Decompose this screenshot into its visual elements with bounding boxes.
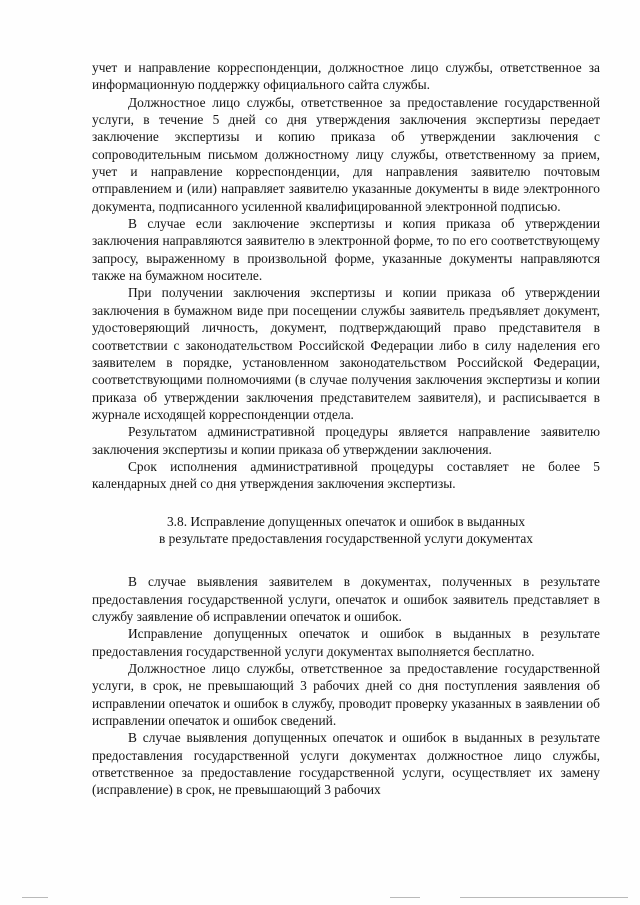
paragraph-procedure-result: Результатом административной процедуры является направление заявителю заключения экспертизы и копии приказа об утверждении заключения.	[92, 424, 600, 457]
section-heading	[92, 513, 600, 548]
paragraph-paper-receipt: При получении заключения экспертизы и копии приказа об утверждении заключения в бумажном виде при посещении службы заявитель предъявляет документ, удостоверяющий личность, документ, подтверждающий право представителя в соответствии с законодательством Российской Федерации либо в силу наделения его заявителем в порядке, установленном законодательством Российской Федерации, соответствующими полномочиями (в случае получения заключения экспертизы и копии приказа об утверждении заключения представителем заявителя), и расписывается в журнале исходящей корреспонденции отдела.	[92, 285, 600, 422]
paragraph-verification: Должностное лицо службы, ответственное за предоставление государственной услуги, в срок, не превышающий 3 рабочих дней со дня поступления заявления об исправлении опечаток и ошибок в службу, проводит проверку указанных в заявлении об исправлении опечаток и ошибок сведений.	[92, 661, 600, 729]
paragraph-procedure-term: Срок исполнения административной процедуры составляет не более 5 календарных дней со дня утверждения заключения экспертизы.	[92, 458, 600, 492]
paragraph-replacement: В случае выявления допущенных опечаток и ошибок в выданных в результате предоставления государственной услуги документах должностное лицо службы, ответственное за предоставление государственной услуги, осуществляет их замену (исправление) в срок, не превышающий 3 рабочих	[92, 730, 600, 798]
paragraph-transfer-conclusion: Должностное лицо службы, ответственное за предоставление государственной услуги, в течение 5 дней со дня утверждения заключения экспертизы передает заключение экспертизы и копию приказа об утверждении заключения с сопроводительным письмом должностному лицу службы, ответственному за прием, учет и направление корреспонденции, для направления заявителю почтовым отправлением и (или) направляет заявителю указанные документы в виде электронного документа, подписанного усиленной квалифицированной электронной подписью.	[92, 94, 600, 214]
paragraph-electronic-form: В случае если заключение экспертизы и копия приказа об утверждении заключения направляются заявителю в электронной форме, то по его соответствующему запросу, выраженному в произвольной форме, указанные документы направляются также на бумажном носителе.	[92, 216, 600, 284]
document-body	[92, 59, 600, 799]
paragraph-error-detection: В случае выявления заявителем в документах, полученных в результате предоставления государственной услуги, опечаток и ошибок заявитель представляет в службу заявление об исправлении опечаток и ошибок.	[92, 574, 600, 624]
paragraph-continuation: учет и направление корреспонденции, должностное лицо службы, ответственное за информационную поддержку официального сайта службы.	[92, 60, 600, 93]
section-heading-line-2: в результате предоставления государственной услуги документах	[159, 530, 533, 546]
paragraph-free-correction: Исправление допущенных опечаток и ошибок в выданных в результате предоставления государственной услуги документах выполняется бесплатно.	[92, 626, 600, 659]
section-heading-line-1: 3.8. Исправление допущенных опечаток и ошибок в выданных	[166, 513, 526, 529]
scan-edge-artifact	[22, 897, 632, 901]
